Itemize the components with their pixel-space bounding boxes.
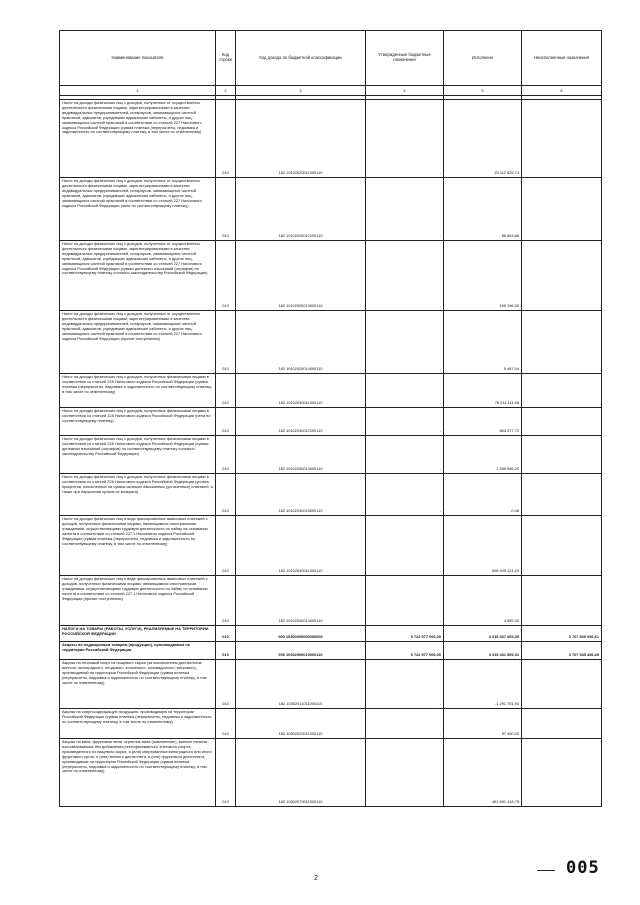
row-approved: -	[366, 576, 444, 626]
row-code: 010	[216, 311, 236, 374]
row-kbk: 000 10300000000000000	[236, 626, 366, 642]
table-body	[60, 100, 602, 807]
col-num-5: 5	[444, 86, 522, 96]
table-row	[60, 408, 602, 436]
row-unexecuted	[522, 660, 602, 709]
row-approved: -	[366, 516, 444, 576]
header-row	[60, 31, 602, 86]
row-code: 010	[216, 100, 236, 178]
row-approved: 6 722 977 006,00	[366, 626, 444, 642]
row-code: 010	[216, 178, 236, 241]
row-approved: -	[366, 100, 444, 178]
table-row	[60, 436, 602, 474]
row-code: 010	[216, 408, 236, 436]
col-num-6: 6	[522, 86, 602, 96]
col-num-2: 2	[216, 86, 236, 96]
row-code: 010	[216, 709, 236, 739]
header-executed: Исполнено	[444, 31, 522, 86]
table-row	[60, 709, 602, 739]
row-kbk: 182 10102040011000110	[236, 516, 366, 576]
row-approved: -	[366, 660, 444, 709]
row-code: 010	[216, 474, 236, 516]
row-unexecuted: 3 707 539 936,61	[522, 626, 602, 642]
row-executed: 160 196,30	[444, 241, 522, 311]
row-description: Налог на доходы физических лиц с доходов, полученных физическими лицами в соответствии со статьей 228 Налогового кодекса Российской Федерации (пени по соответствующему платежу)	[60, 408, 216, 436]
row-executed: 57 400,00	[444, 709, 522, 739]
row-description: Акцизы на вина, фруктовые вина, игристые вина (шампанские), винные напитки, изготавливаемые без добавления ректификованного этилового спирта, произведенного из пищевого сырья, и (или) спиртованных виноградного или иного фруктового сусла, и (или) винного дистиллята, и (или) фруктового дистиллята, производимые на территории Российской Федерации (сумма платежа (перерасчеты, недоимка и задолженность по соответствующему платежу, в том числе по отмененному)	[60, 739, 216, 807]
row-code: 010	[216, 642, 236, 660]
row-approved: -	[366, 374, 444, 408]
table-row	[60, 516, 602, 576]
row-executed: 76 214 111,96	[444, 374, 522, 408]
header-code: Код строки	[216, 31, 236, 86]
row-kbk: 182 10102030012100110	[236, 408, 366, 436]
income-table	[59, 30, 602, 807]
row-description: Налог на доходы физических лиц с доходов, полученных от осуществления деятельности физическими лицами, зарегистрированными в качестве индивидуальных предпринимателей, нотариусов, занимающихся частной практикой, адвокатов, учредивших адвокатские кабинеты, и других лиц, занимающихся частной практикой в соответствии со статьей 227 Налогового кодекса Российской Федерации (сумма платежа (перерасчеты, недоимка и задолженность по соответствующему платежу, в том числе по отмененному)	[60, 100, 216, 178]
row-code: 010	[216, 436, 236, 474]
col-num-3: 3	[236, 86, 366, 96]
row-description: Налог на доходы физических лиц с доходов, полученных от осуществления деятельности физическими лицами, зарегистрированными в качестве индивидуальных предпринимателей, нотариусов, занимающихся частной практикой, адвокатов, учредивших адвокатские кабинеты, и других лиц, занимающихся частной практикой в соответствии со статьей 227 Налогового кодекса Российской Федерации (прочие поступления)	[60, 311, 216, 374]
row-executed: 3 015 431 509,31	[444, 642, 522, 660]
row-executed: 1 599 596,20	[444, 436, 522, 474]
row-unexecuted	[522, 739, 602, 807]
row-description: Налог на доходы физических лиц с доходов, полученных физическими лицами в соответствии со статьей 228 Налогового кодекса Российской Федерации (уплата процентов, начисленных на суммы излишне взысканных (уплаченных) платежей, а также при нарушении сроков их возврата)	[60, 474, 216, 516]
table-row	[60, 739, 602, 807]
row-executed: 864 377,70	[444, 408, 522, 436]
table-row	[60, 311, 602, 374]
row-executed: 4 859,30	[444, 576, 522, 626]
table-row	[60, 178, 602, 241]
table-row	[60, 241, 602, 311]
row-approved: -	[366, 436, 444, 474]
table-row	[60, 626, 602, 642]
row-description: Налог на доходы физических лиц с доходов, полученных от осуществления деятельности физическими лицами, зарегистрированными в качестве индивидуальных предпринимателей, нотариусов, занимающихся частной практикой, адвокатов, учредивших адвокатские кабинеты, и других лиц, занимающихся частной практикой в соответствии со статьей 227 Налогового кодекса Российской Федерации (пени по соответствующему платежу)	[60, 178, 216, 241]
row-description: Налог на доходы физических лиц с доходов, полученных физическими лицами в соответствии со статьей 228 Налогового кодекса Российской Федерации (сумма платежа (перерасчеты, недоимка и задолженность по соответствующему платежу, в том числе по отмененному)	[60, 374, 216, 408]
row-unexecuted	[522, 100, 602, 178]
row-approved: -	[366, 739, 444, 807]
row-description: Налог на доходы физических лиц с доходов, полученных физическими лицами в соответствии со статьей 228 Налогового кодекса Российской Федерации (суммы денежных взысканий (штрафов) по соответствующему платежу согласно законодательству Российской Федерации)	[60, 436, 216, 474]
row-code: 010	[216, 576, 236, 626]
row-description: Акцизы по подакцизным товарам (продукции), производимым на территории Российской Федерации	[60, 642, 216, 660]
row-kbk: 182 10102020014000110	[236, 311, 366, 374]
row-unexecuted	[522, 178, 602, 241]
row-unexecuted	[522, 709, 602, 739]
row-kbk: 182 10102020013000110	[236, 241, 366, 311]
row-kbk: 182 10102030015000110	[236, 474, 366, 516]
stamp-dash	[537, 870, 555, 871]
row-approved: 6 722 977 006,00	[366, 642, 444, 660]
row-executed: 3 015 437 069,39	[444, 626, 522, 642]
row-description: НАЛОГИ НА ТОВАРЫ (РАБОТЫ, УСЛУГИ), РЕАЛИЗУЕМЫЕ НА ТЕРРИТОРИИ РОССИЙСКОЙ ФЕДЕРАЦИИ	[60, 626, 216, 642]
row-code: 010	[216, 626, 236, 642]
row-unexecuted	[522, 576, 602, 626]
row-code: 010	[216, 516, 236, 576]
row-executed: 5 467,04	[444, 311, 522, 374]
row-unexecuted	[522, 516, 602, 576]
row-description: Акцизы на этиловый спирт из пищевого сырья (за исключением дистиллятов винного, виноградного, плодового, коньячного, кальвадосного, вискового), производимый на территории Российской Федерации (сумма платежа (перерасчеты, недоимка и задолженность по соответствующему платежу, в том числе по отмененному)	[60, 660, 216, 709]
table-row	[60, 642, 602, 660]
row-approved: -	[366, 408, 444, 436]
page-number: 2	[314, 875, 318, 882]
table-row	[60, 474, 602, 516]
row-kbk: 182 10302070011000110	[236, 739, 366, 807]
row-executed: 508 949 121,20	[444, 516, 522, 576]
row-code: 010	[216, 241, 236, 311]
row-unexecuted	[522, 474, 602, 516]
row-approved: -	[366, 474, 444, 516]
row-approved: -	[366, 178, 444, 241]
row-code: 010	[216, 374, 236, 408]
header-kbk: Код дохода по бюджетной классификации	[236, 31, 366, 86]
table-row	[60, 660, 602, 709]
header-unexecuted: Неисполненные назначения	[522, 31, 602, 86]
row-executed: 86 844,88	[444, 178, 522, 241]
col-num-1: 1	[60, 86, 216, 96]
row-kbk: 182 10102020011000110	[236, 100, 366, 178]
row-kbk: 182 10102040014000110	[236, 576, 366, 626]
row-code: 010	[216, 739, 236, 807]
row-approved: -	[366, 709, 444, 739]
table-row	[60, 100, 602, 178]
table-row	[60, 576, 602, 626]
row-executed: -0,46	[444, 474, 522, 516]
row-kbk: 182 10102030013000110	[236, 436, 366, 474]
row-kbk: 182 10102030011000110	[236, 374, 366, 408]
row-kbk: 182 10102020012100110	[236, 178, 366, 241]
row-unexecuted	[522, 311, 602, 374]
col-num-4: 4	[366, 86, 444, 96]
row-unexecuted	[522, 241, 602, 311]
row-description: Акцизы на спиртосодержащую продукцию, производимую на территории Российской Федерации (сумма платежа (перерасчеты, недоимка и задолженность по соответствующему платежу, в том числе по отмененному)	[60, 709, 216, 739]
row-kbk: 182 10302011011000110	[236, 660, 366, 709]
row-executed: -1 291 701,93	[444, 660, 522, 709]
row-description: Налог на доходы физических лиц с доходов, полученных от осуществления деятельности физическими лицами, зарегистрированными в качестве индивидуальных предпринимателей, нотариусов, занимающихся частной практикой, адвокатов, учредивших адвокатские кабинеты, и других лиц, занимающихся частной практикой в соответствии со статьей 227 Налогового кодекса Российской Федерации (суммы денежных взысканий (штрафов) по соответствующему платежу согласно законодательству Российской Федерации)	[60, 241, 216, 311]
table-row	[60, 374, 602, 408]
row-unexecuted	[522, 408, 602, 436]
row-executed: 461 661 418,75	[444, 739, 522, 807]
row-unexecuted	[522, 374, 602, 408]
row-unexecuted	[522, 436, 602, 474]
row-kbk: 000 10302000010000110	[236, 642, 366, 660]
row-approved: -	[366, 311, 444, 374]
page-stamp: 005	[566, 858, 600, 878]
row-kbk: 182 10302020011000110	[236, 709, 366, 739]
header-approved: Утвержденные бюджетные назначения	[366, 31, 444, 86]
row-code: 010	[216, 660, 236, 709]
row-description: Налог на доходы физических лиц в виде фиксированных авансовых платежей с доходов, полученных физическими лицами, являющимися иностранными гражданами, осуществляющими трудовую деятельность по найму на основании патента в соответствии со статьей 227.1 Налогового кодекса Российской Федерации (прочие поступления)	[60, 576, 216, 626]
row-description: Налог на доходы физических лиц в виде фиксированных авансовых платежей с доходов, полученных физическими лицами, являющимися иностранными гражданами, осуществляющими трудовую деятельность по найму на основании патента в соответствии со статьей 227.1 Налогового кодекса Российской Федерации (сумма платежа (перерасчеты, недоимка и задолженность по соответствующему платежу, в том числе по отмененному)	[60, 516, 216, 576]
row-executed: 29 112 625,73	[444, 100, 522, 178]
header-name: Наименование показателя	[60, 31, 216, 86]
column-number-row	[60, 86, 602, 96]
row-approved: -	[366, 241, 444, 311]
row-unexecuted: 3 707 545 496,69	[522, 642, 602, 660]
